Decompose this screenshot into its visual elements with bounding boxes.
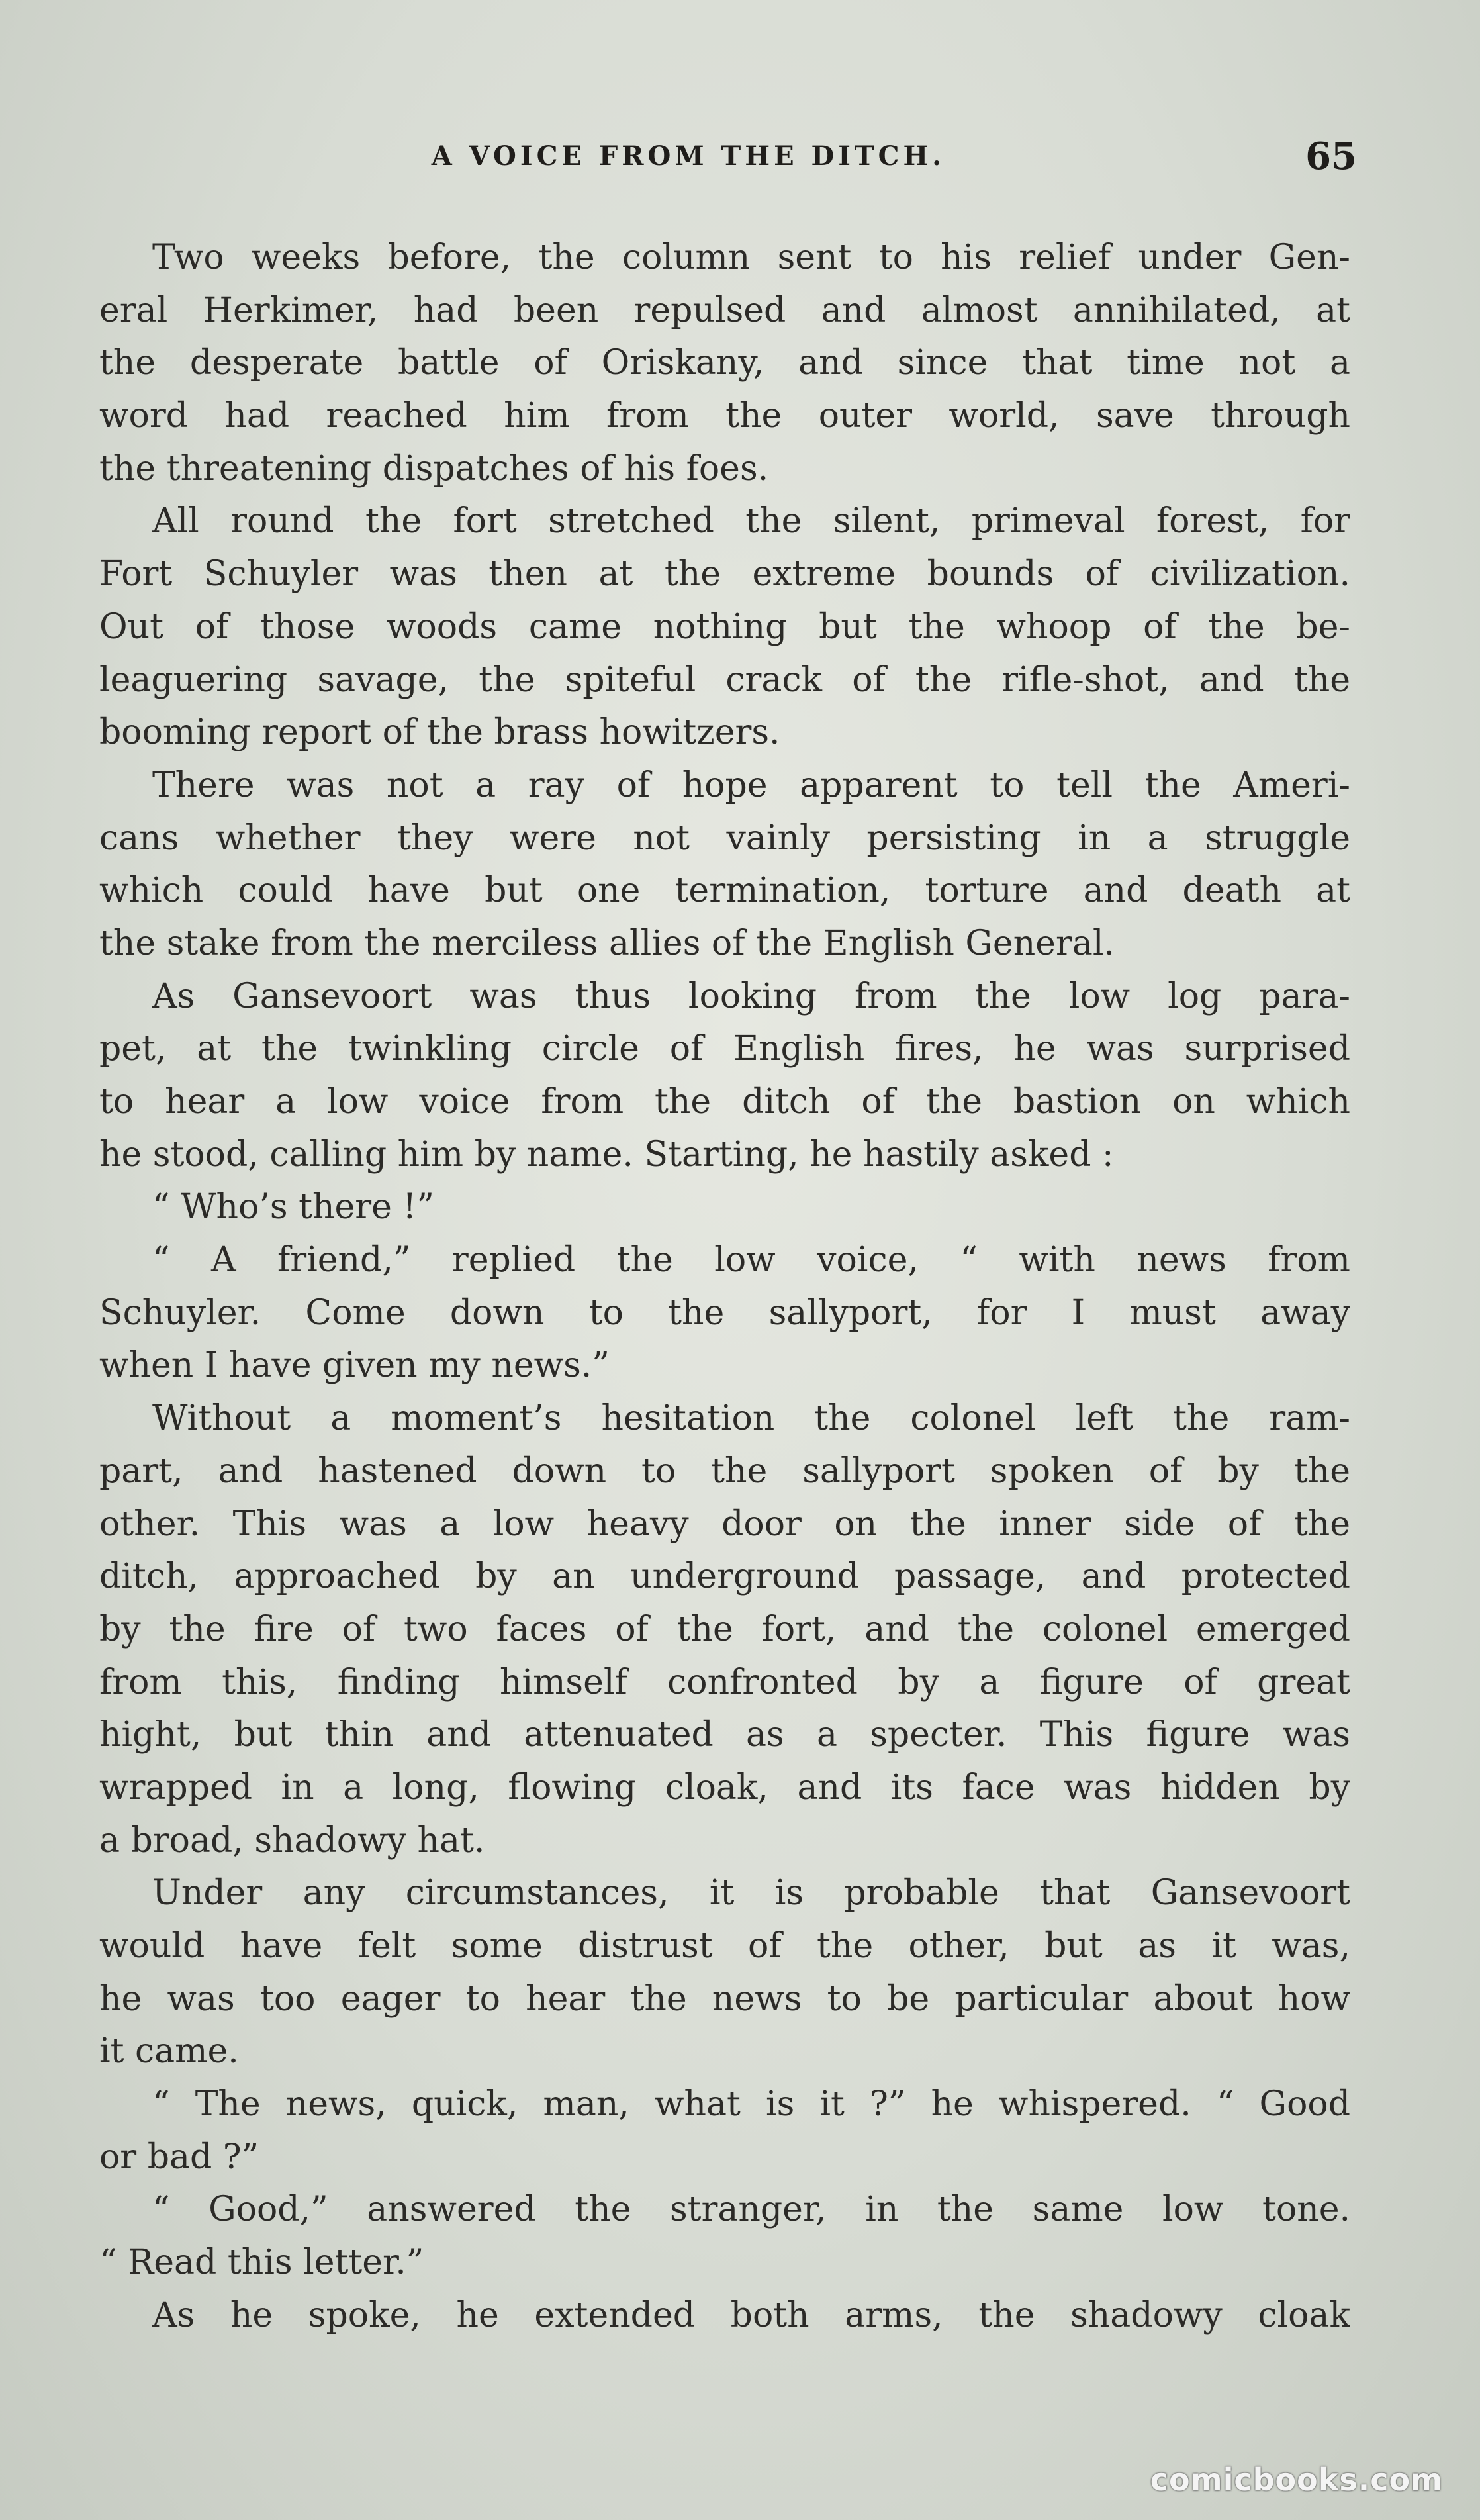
text-line: “ A friend,” replied the low voice, “ with news from	[152, 1240, 1350, 1281]
text-line: word had reached him from the outer world, save through	[99, 396, 1350, 436]
running-title: A VOICE FROM THE DITCH.	[431, 140, 946, 171]
text-line: All round the fort stretched the silent, primeval forest, for	[152, 501, 1350, 542]
text-line: other. This was a low heavy door on the inner side of the	[99, 1504, 1350, 1544]
text-line: a broad, shadowy hat.	[99, 1820, 485, 1861]
text-line: As Gansevoort was thus looking from the low log para-	[152, 976, 1350, 1016]
text-line: There was not a ray of hope apparent to tell the Ameri-	[152, 765, 1350, 805]
watermark: comicbooks.com	[1150, 2462, 1443, 2497]
body-text	[99, 232, 1350, 2343]
text-line: Schuyler. Come down to the sallyport, for I must away	[99, 1292, 1350, 1333]
text-line: which could have but one termination, torture and death at	[99, 871, 1350, 911]
text-line: by the fire of two faces of the fort, and the colonel emerged	[99, 1609, 1350, 1649]
text-line: to hear a low voice from the ditch of the bastion on which	[99, 1082, 1350, 1122]
text-line: As he spoke, he extended both arms, the shadowy cloak	[152, 2295, 1350, 2335]
text-line: Two weeks before, the column sent to his relief under Gen-	[152, 238, 1350, 277]
page-header	[0, 130, 1480, 183]
text-line: “ The news, quick, man, what is it ?” he whispered. “ Good	[152, 2084, 1350, 2125]
text-line: would have felt some distrust of the other, but as it was,	[99, 1926, 1350, 1966]
text-line: wrapped in a long, flowing cloak, and its face was hidden by	[99, 1767, 1350, 1808]
text-line: Out of those woods came nothing but the whoop of the be-	[99, 606, 1350, 647]
text-line: hight, but thin and attenuated as a specter. This figure was	[99, 1715, 1350, 1755]
text-line: from this, finding himself confronted by a figure of great	[99, 1662, 1350, 1702]
text-line: the threatening dispatches of his foes.	[99, 448, 769, 489]
text-line: eral Herkimer, had been repulsed and almost annihilated, at	[99, 290, 1350, 330]
page-number: 65	[1305, 134, 1357, 178]
text-line: it came.	[99, 2031, 239, 2072]
text-line: Under any circumstances, it is probable that Gansevoort	[152, 1873, 1350, 1914]
text-line: when I have given my news.”	[99, 1345, 610, 1386]
text-line: “ Read this letter.”	[99, 2243, 424, 2283]
text-line: he was too eager to hear the news to be particular about how	[99, 1978, 1350, 2019]
text-line: booming report of the brass howitzers.	[99, 712, 780, 753]
text-line: Without a moment’s hesitation the colonel left the ram-	[152, 1398, 1350, 1439]
text-line: pet, at the twinkling circle of English fires, he was surprised	[99, 1029, 1350, 1069]
text-line: ditch, approached by an underground passage, and protected	[99, 1557, 1350, 1597]
text-line: part, and hastened down to the sallyport spoken of by the	[99, 1451, 1350, 1491]
text-line: Fort Schuyler was then at the extreme bounds of civilization.	[99, 554, 1350, 595]
text-line: “ Good,” answered the stranger, in the same low tone.	[152, 2190, 1350, 2230]
text-line: he stood, calling him by name. Starting, he hastily asked :	[99, 1134, 1114, 1175]
text-line: the desperate battle of Oriskany, and since that time not a	[99, 343, 1350, 383]
text-line: leaguering savage, the spiteful crack of the rifle-shot, and the	[99, 659, 1350, 700]
text-line: the stake from the merciless allies of the English General.	[99, 923, 1115, 963]
text-line: “ Who’s there !”	[152, 1187, 434, 1228]
text-line: or bad ?”	[99, 2137, 259, 2177]
text-line: cans whether they were not vainly persisting in a struggle	[99, 818, 1350, 858]
